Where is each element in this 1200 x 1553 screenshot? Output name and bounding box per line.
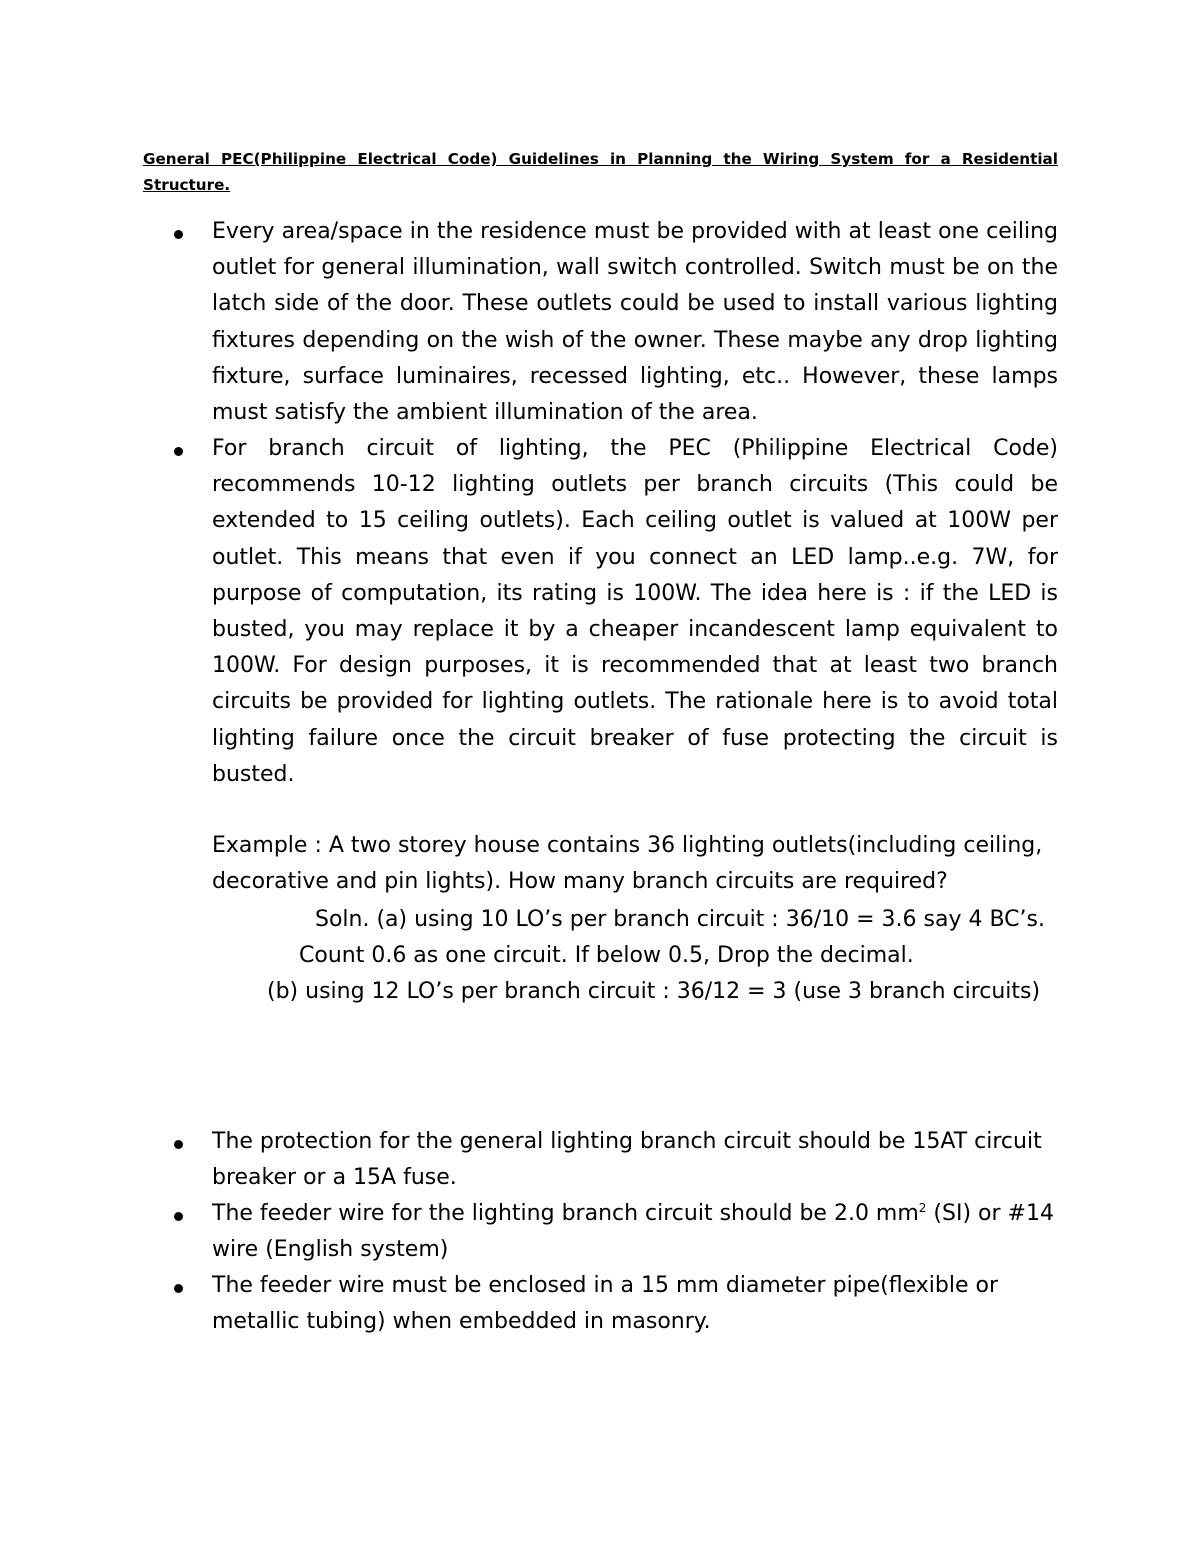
- bullet-text: Every area/space in the residence must be provided with at least one ceiling outlet for general illumination, wall switch controlled. Switch must be on the latch side of the door. These outlets could be used to install various lighting fixtures depending on the wish of the owner. These maybe any drop lighting fixture, surface luminaires, recessed lighting, etc.. However, these lamps must satisfy the ambient illumination of the area.: [212, 219, 1058, 426]
- superscript-2: 2: [918, 1201, 927, 1215]
- document-title: General PEC(Philippine Electrical Code) Guidelines in Planning the Wiring System for a Residential Structure.: [143, 150, 1058, 194]
- bullet-item-ceiling-outlets: [212, 214, 1058, 431]
- bullet-icon: [174, 447, 183, 456]
- bullet-icon: [174, 230, 183, 239]
- solution-a: Soln. (a) using 10 LO’s per branch circuit : 36/10 = 3.6 say 4 BC’s.: [315, 907, 1045, 932]
- bullet-icon: [174, 1212, 183, 1221]
- bullet-item-protection: [212, 1124, 1058, 1196]
- bullet-text: For branch circuit of lighting, the PEC (Philippine Electrical Code) recommends 10-12 lighting outlets per branch circuits (This could be extended to 15 ceiling outlets). Each ceiling outlet is valued at 100W per outlet. This means that even if you connect an LED lamp..e.g. 7W, for purpose of computation, its rating is 100W. The idea here is : if the LED is busted, you may replace it by a cheaper incandescent lamp equivalent to 100W. For design purposes, it is recommended that at least two branch circuits be provided for lighting outlets. The rationale here is to avoid total lighting failure once the circuit breaker of fuse protecting the circuit is busted.: [212, 436, 1058, 787]
- bullet-text: [212, 1196, 1058, 1268]
- bullet-item-branch-circuit: [212, 431, 1058, 793]
- bullet-item-pipe: [212, 1268, 1058, 1340]
- bullet-icon: [174, 1140, 183, 1149]
- bullet-icon: [174, 1284, 183, 1293]
- bullet-item-feeder-wire: [212, 1196, 1058, 1268]
- bullet-text: The protection for the general lighting branch circuit should be 15AT circuit breaker or a 15A fuse.: [212, 1129, 1042, 1191]
- example-question: Example : A two storey house contains 36 lighting outlets(including ceiling, decorative and pin lights). How many branch circuits are required?: [212, 833, 1043, 895]
- solution-b: (b) using 12 LO’s per branch circuit : 36/12 = 3 (use 3 branch circuits): [267, 979, 1041, 1004]
- feeder-text-start: The feeder wire for the lighting branch circuit should be 2.0 mm: [212, 1201, 919, 1226]
- feeder-text-end: (SI) or #14 wire (English system): [212, 1201, 1054, 1263]
- solution-note: Count 0.6 as one circuit. If below 0.5, Drop the decimal.: [299, 943, 914, 968]
- bullet-text: The feeder wire must be enclosed in a 15 mm diameter pipe(flexible or metallic tubing) when embedded in masonry.: [212, 1273, 999, 1335]
